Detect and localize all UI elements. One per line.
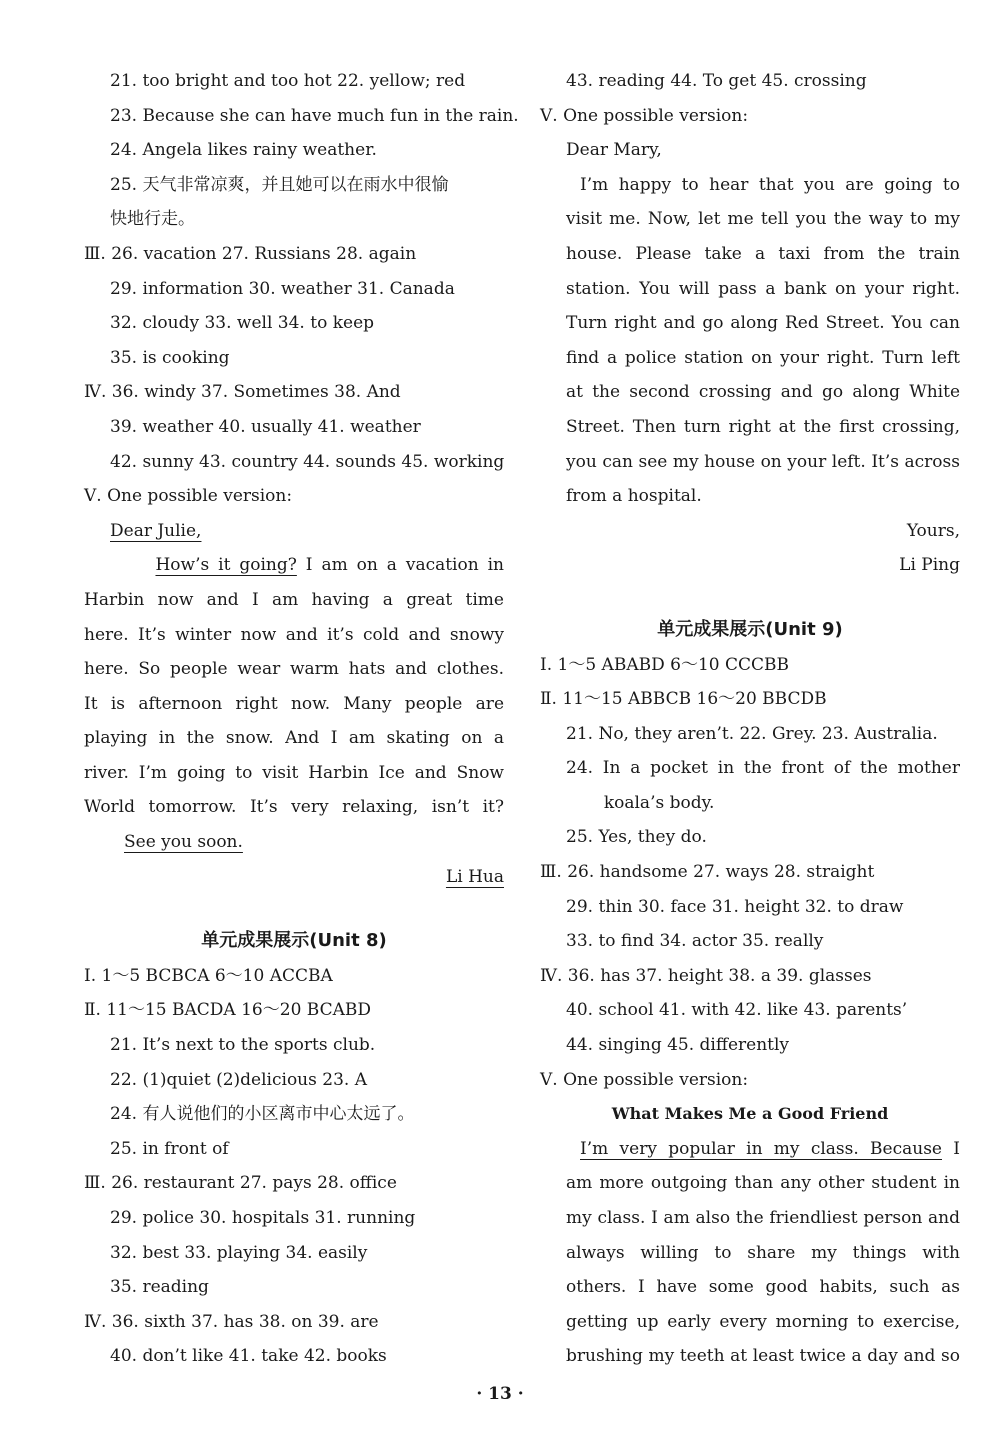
line-fp2: am more outgoing than any other student in [566, 1173, 960, 1194]
line-s5: Ⅴ. One possible version: [84, 486, 293, 507]
line-u8q24: 24. 有人说他们的小区离市中心太远了。 [110, 1104, 415, 1125]
line-u8s4a: Ⅳ. 36. sixth 37. has 38. on 39. are [84, 1311, 379, 1332]
line-u9s3b: 29. thin 30. face 31. height 32. to draw [566, 896, 904, 917]
line-u9s3c: 33. to find 34. actor 35. really [566, 931, 824, 952]
left-column [84, 64, 519, 1374]
line-u8q25: 25. in front of [110, 1138, 229, 1159]
line-sp1 [84, 894, 504, 924]
line-fp5: others. I have some good habits, such as [566, 1277, 960, 1298]
line-u9s3a: Ⅲ. 26. handsome 27. ways 28. straight [540, 862, 875, 883]
line-q24: 24. Angela likes rainy weather. [110, 140, 377, 161]
line-s3a: Ⅲ. 26. vacation 27. Russians 28. again [84, 243, 417, 264]
line-s3d: 35. is cooking [110, 347, 230, 368]
line-ryours: Yours, [906, 520, 960, 541]
line-u9q24a: 24. In a pocket in the front of the mother [566, 758, 960, 779]
line-u9q24b: koala’s body. [566, 792, 715, 813]
line-rdear: Dear Mary, [566, 140, 662, 161]
line-u8s3a: Ⅲ. 26. restaurant 27. pays 28. office [84, 1173, 397, 1194]
line-q21: 21. too bright and too hot 22. yellow; red [110, 71, 466, 91]
line-u8s3b: 29. police 30. hospitals 31. running [110, 1208, 416, 1228]
line-u8s4b: 40. don’t like 41. take 42. books [110, 1346, 387, 1367]
line-u8s3d: 35. reading [110, 1277, 209, 1298]
line-u9s4b: 40. school 41. with 42. like 43. parents’ [566, 1000, 908, 1021]
line-u9s4a: Ⅳ. 36. has 37. height 38. a 39. glasses [540, 965, 872, 986]
line-q25b: 快地行走。 [110, 209, 195, 230]
line-rp8: Street. Then turn right at the first crossing, [566, 416, 960, 437]
line-rp10: from a hospital. [566, 486, 702, 507]
line-u9: 单元成果展示(Unit 9) [657, 618, 843, 640]
line-u9title: What Makes Me a Good Friend [611, 1104, 889, 1124]
line-p8: World tomorrow. It’s very relaxing, isn’t it? [84, 797, 504, 818]
line-sign: Li Hua [445, 866, 504, 887]
line-see: See you soon. [124, 832, 243, 853]
line-u9s2: Ⅱ. 11～15 ABBCB 16～20 BBCDB [540, 689, 827, 710]
line-u8s2: Ⅱ. 11～15 BACDA 16～20 BCABD [84, 1000, 371, 1021]
line-rp6: find a police station on your right. Turn left [566, 347, 960, 368]
line-u8s3c: 32. best 33. playing 34. easily [110, 1242, 368, 1263]
line-u9q21: 21. No, they aren’t. 22. Grey. 23. Australia. [566, 723, 938, 744]
line-rp7: at the second crossing and go along White [566, 382, 960, 403]
line-u8q21: 21. It’s next to the sports club. [110, 1035, 376, 1056]
line-p3: here. It’s winter now and it’s cold and snowy [84, 624, 504, 645]
line-rsp [540, 583, 960, 613]
line-r43: 43. reading 44. To get 45. crossing [566, 71, 867, 91]
line-u8: 单元成果展示(Unit 8) [201, 930, 387, 952]
line-p1: How’s it going? I am on a vacation in [155, 555, 505, 576]
line-u8s1: Ⅰ. 1～5 BCBCA 6～10 ACCBA [84, 965, 333, 986]
line-u9s1: Ⅰ. 1～5 ABABD 6～10 CCCBB [540, 654, 789, 675]
line-p7: river. I’m going to visit Harbin Ice and Snow [84, 762, 504, 783]
line-s4c: 42. sunny 43. country 44. sounds 45. working [110, 451, 505, 472]
line-p2: Harbin now and I am having a great time [84, 589, 504, 610]
line-s4a: Ⅳ. 36. windy 37. Sometimes 38. And [84, 382, 401, 403]
line-p6: playing in the snow. And I am skating on a [84, 728, 504, 749]
line-rp4: station. You will pass a bank on your right. [566, 278, 960, 299]
line-rp2: visit me. Now, let me tell you the way to my [566, 209, 960, 230]
line-u9s5: Ⅴ. One possible version: [540, 1069, 749, 1090]
line-s3c: 32. cloudy 33. well 34. to keep [110, 313, 375, 334]
line-fp1: I’m very popular in my class. Because I [580, 1138, 961, 1159]
line-p4: here. So people wear warm hats and clothes. [84, 659, 504, 680]
line-rp5: Turn right and go along Red Street. You can [566, 313, 960, 334]
line-fp7: brushing my teeth at least twice a day and so [566, 1346, 960, 1367]
line-dear: Dear Julie, [110, 520, 202, 541]
line-r5: Ⅴ. One possible version: [540, 105, 749, 126]
line-rp1: I’m happy to hear that you are going to [580, 174, 960, 195]
line-fp6: getting up early every morning to exercise, [566, 1311, 960, 1332]
line-q23: 23. Because she can have much fun in the rain. [110, 105, 519, 126]
line-rp3: house. Please take a taxi from the train [566, 243, 960, 264]
line-s3b: 29. information 30. weather 31. Canada [110, 278, 455, 299]
line-fp3: my class. I am also the friendliest person and [566, 1208, 960, 1228]
line-s4b: 39. weather 40. usually 41. weather [110, 416, 421, 437]
line-u8q22: 22. (1)quiet (2)delicious 23. A [110, 1069, 367, 1090]
line-p5: It is afternoon right now. Many people are [84, 693, 504, 714]
line-u9q25: 25. Yes, they do. [566, 827, 707, 848]
page-number: · 13 · [476, 1384, 524, 1404]
line-q25a: 25. 天气非常凉爽，并且她可以在雨水中很愉 [110, 174, 449, 195]
line-fp4: always willing to share my things with [566, 1242, 960, 1263]
line-rsign: Li Ping [899, 555, 960, 576]
line-rp9: you can see my house on your left. It’s across [566, 451, 960, 472]
right-column [540, 64, 960, 1374]
line-u9s4c: 44. singing 45. differently [566, 1035, 790, 1056]
